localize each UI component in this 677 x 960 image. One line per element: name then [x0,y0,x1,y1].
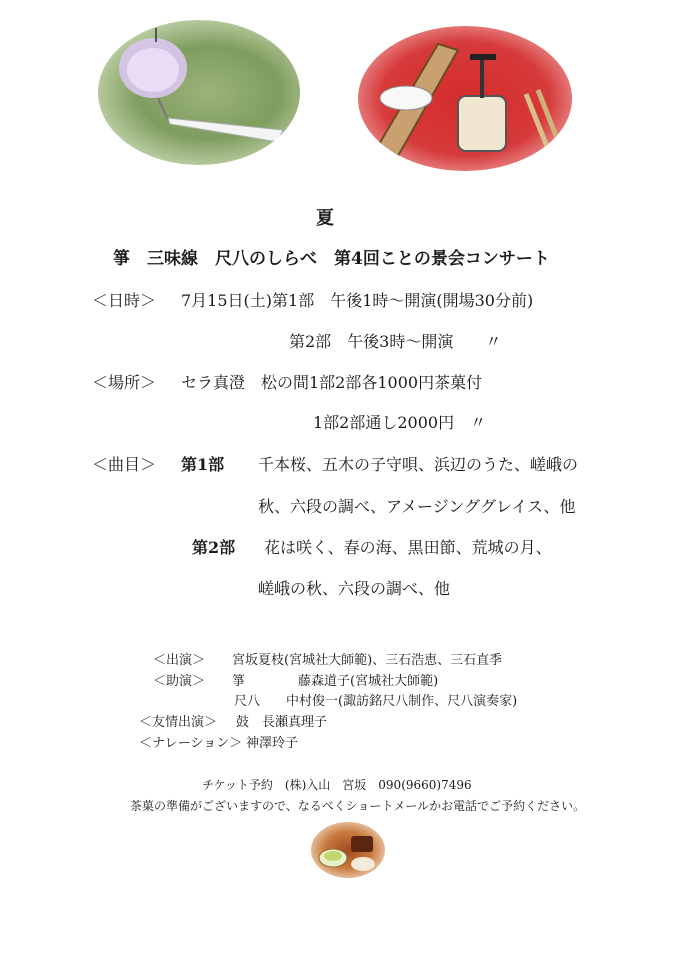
venue-line2: 1部2部通し2000円 〃 [313,413,487,432]
venue-label: ＜場所＞ [92,373,157,392]
guest-label: ＜友情出演＞ [139,715,218,730]
support-koto-instrument: 箏 [232,674,246,689]
narration-value: 神澤玲子 [246,736,299,751]
koto-shamisen-shakuhachi-photo [358,26,572,171]
tea-and-sweets-photo [311,822,385,878]
program-label: ＜曲目＞ [92,455,157,474]
datetime-label: ＜日時＞ [92,291,157,310]
part2-line2: 嵯峨の秋、六段の調べ、他 [258,579,451,598]
part1-line1: 千本桜、五木の子守唄、浜辺のうた、嵯峨の [258,455,579,474]
note-line: 茶菓の準備がございますので、なるべくショートメールかお電話でご予約ください。 [130,799,586,813]
concert-title: 箏 三味線 尺八のしらべ 第4回ことの景会コンサート [113,249,550,269]
cast-label: ＜出演＞ [153,653,206,668]
narration-label: ＜ナレーション＞ [139,736,243,751]
season-heading: 夏 [316,208,334,229]
part1-label: 第1部 [181,455,225,474]
guest-value: 鼓 長瀬真理子 [236,715,328,730]
wind-chime-photo [98,20,300,165]
support-label: ＜助演＞ [153,674,206,689]
ticket-line: チケット予約 (株)入山 宮坂 090(9660)7496 [202,778,472,792]
cast-value: 宮坂夏枝(宮城社大師範)、三石浩恵、三石直季 [232,653,503,668]
support-shakuhachi-value: 中村俊一(諏訪銘尺八制作、尺八演奏家) [286,694,518,709]
part1-line2: 秋、六段の調べ、アメージンググレイス、他 [258,497,576,516]
datetime-line1: 7月15日(土)第1部 午後1時～開演(開場30分前) [181,291,534,310]
support-koto-value: 藤森道子(宮城社大師範) [298,674,439,689]
part2-line1: 花は咲く、春の海、黒田節、荒城の月、 [264,538,552,557]
venue-line1: セラ真澄 松の間1部2部各1000円茶菓付 [181,373,483,392]
datetime-line2: 第2部 午後3時～開演 〃 [289,332,502,351]
part2-label: 第2部 [192,538,236,557]
support-shakuhachi-instrument: 尺八 [234,694,261,709]
